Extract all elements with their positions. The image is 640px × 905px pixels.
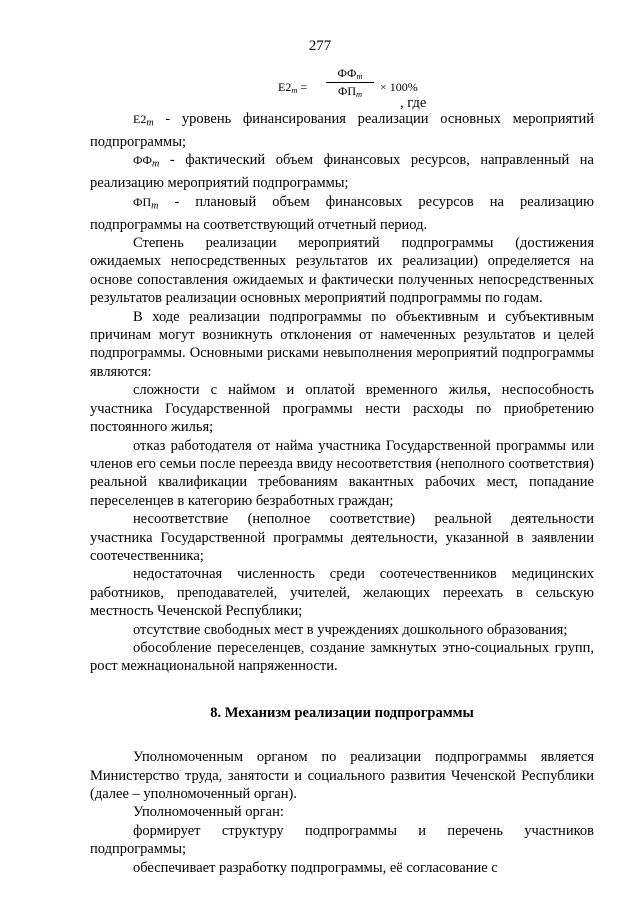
formula-lhs: $E2_m$ = <box>278 80 308 96</box>
page-number: 277 <box>308 38 332 54</box>
paragraph: формирует структуру подпрограммы и перечень участников подпрограммы; <box>90 822 594 858</box>
document-body <box>90 110 594 877</box>
paragraph: обеспечивает разработку подпрограммы, её согласование с <box>133 859 498 876</box>
definition-e2: $E2_m$ - уровень финансирования реализации основных мероприятий подпрограммы; <box>90 111 594 150</box>
risk-item: несоответствие (неполное соответствие) реальной деятельности участника Государственной программы деятельности, указанной в заявлении соотечественника; <box>90 511 594 564</box>
paragraph: Степень реализации мероприятий подпрограммы (достижения ожидаемых непосредственных результатов их реализации) определяется на основе сопоставления ожидаемых и фактически полученных непосредственных результатов реализации основных мероприятий подпрограммы по годам. <box>90 235 594 307</box>
formula-multiplier: × 100% <box>380 80 418 94</box>
risk-item: отсутствие свободных мест в учреждениях дошкольного образования; <box>133 621 568 638</box>
risk-item: недостаточная численность среди соотечественников медицинских работников, преподавателей, учителей, желающих переехать в сельскую местность Чеченской Республики; <box>90 566 594 620</box>
definition-fp: $ФП_m$ - плановый объем финансовых ресурсов на реализацию подпрограммы на соответствующий отчетный период. <box>90 193 594 233</box>
formula-denominator: $ФП_m$ <box>337 84 363 100</box>
paragraph: Уполномоченный орган: <box>133 804 284 821</box>
section-heading: 8. Механизм реализации подпрограммы <box>210 704 474 721</box>
risk-item: обособление переселенцев, создание замкнутых этно-социальных групп, рост межнациональной напряженности. <box>90 639 594 675</box>
formula-where: , где <box>400 95 427 111</box>
risk-item: сложности с наймом и оплатой временного жилья, неспособность участника Государственной программы нести расходы по приобретению постоянного жилья; <box>90 382 594 436</box>
paragraph: Уполномоченным органом по реализации подпрограммы является Министерство труда, занятости и социального развития Чеченской Республики (далее – уполномоченный орган). <box>90 749 594 802</box>
formula <box>278 64 478 110</box>
formula-numerator: $ФФ_m$ <box>326 66 374 83</box>
formula-fraction <box>326 66 374 99</box>
definition-ff: $ФФ_m$ - фактический объем финансовых ресурсов, направленный на реализацию мероприятий подпрограммы; <box>90 152 594 192</box>
paragraph: В ходе реализации подпрограммы по объективным и субъективным причинам могут возникнуть отклонения от намеченных результатов и целей подпрограммы. Основными рисками невыполнения мероприятий подпрограммы являются: <box>90 308 594 380</box>
risk-item: отказ работодателя от найма участника Государственной программы или членов его семьи после переезда ввиду несоответствия (неполного соответствия) реальной квалификации требованиям вакантных рабочих мест, попадание переселенцев в категорию безработных граждан; <box>90 437 594 509</box>
